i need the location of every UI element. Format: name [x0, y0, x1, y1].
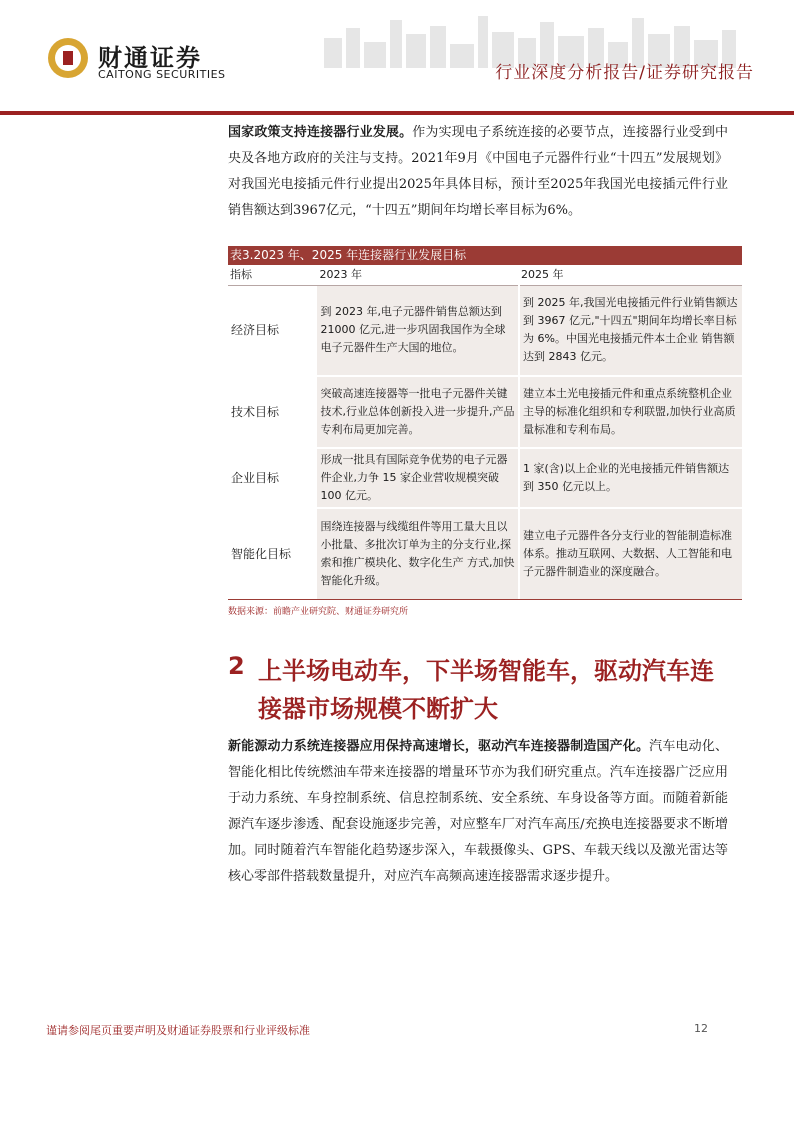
brand-name-en: CAITONG SECURITIES	[98, 68, 226, 81]
cell-2025: 到 2025 年,我国光电接插元件行业销售额达到 3967 亿元,"十四五"期间年均增长率目标为 6%。中国光电接插元件本土企业 销售额达到 2843 亿元。	[519, 286, 742, 376]
cell-2025: 建立本土光电接插元件和重点系统整机企业主导的标准化组织和专利联盟,加快行业高质量标准和专利布局。	[519, 376, 742, 448]
section-number: 2	[228, 652, 245, 680]
body-text: 汽车电动化、智能化相比传统燃油车带来连接器的增量环节亦为我们研究重点。汽车连接器广泛应用于动力系统、车身控制系统、信息控制系统、安全系统、车身设备等方面。而随着新能源汽车逐步渗透、配套设施逐步完善，对应整车厂对汽车高压/充换电连接器要求不断增加。同时随着汽车智能化趋势逐步深入，车载摄像头、GPS、车载天线以及激光雷达等核心零部件搭载数量提升，对应汽车高频高速连接器需求逐步提升。	[228, 739, 728, 884]
table-row	[228, 376, 742, 448]
report-type: 行业深度分析报告/证券研究报告	[495, 63, 754, 83]
cell-2023: 形成一批具有国际竞争优势的电子元器件企业,力争 15 家企业营收规模突破 100 亿元。	[317, 448, 519, 508]
section-title: 上半场电动车，下半场智能车，驱动汽车连接器市场规模不断扩大	[258, 657, 714, 723]
row-label: 智能化目标	[228, 508, 317, 600]
cell-2023: 突破高速连接器等一批电子元器件关键技术,行业总体创新投入进一步提升,产品专利布局更加完善。	[317, 376, 519, 448]
cell-2023: 围绕连接器与线缆组件等用工量大且以小批量、多批次订单为主的分支行业,探索和推广模块化、数字化生产 方式,加快智能化升级。	[317, 508, 519, 600]
body-paragraph	[228, 734, 728, 890]
cell-2025: 建立电子元器件各分支行业的智能制造标准体系。推动互联网、大数据、人工智能和电子元器件制造业的深度融合。	[519, 508, 742, 600]
header-divider	[0, 111, 794, 115]
table-source: 数据来源：前瞻产业研究院、财通证券研究所	[228, 607, 409, 617]
body-lead: 新能源动力系统连接器应用保持高速增长，驱动汽车连接器制造国产化。	[228, 739, 650, 754]
row-label: 经济目标	[231, 323, 280, 338]
intro-lead: 国家政策支持连接器行业发展。	[228, 125, 413, 140]
table-header: 指标	[228, 265, 317, 286]
development-goals-table	[228, 265, 742, 600]
table-header-row	[228, 265, 742, 286]
page-number: 12	[694, 1022, 708, 1035]
table-row	[228, 448, 742, 508]
row-label: 企业目标	[228, 448, 317, 508]
cell-2025: 1 家(含)以上企业的光电接插元件销售额达到 350 亿元以上。	[519, 448, 742, 508]
brand-name-cn: 财通证券	[98, 44, 202, 72]
row-label: 技术目标	[228, 376, 317, 448]
caitong-logo-icon	[46, 36, 90, 80]
table-header: 2025 年	[519, 265, 742, 286]
caitong-logo	[46, 36, 246, 86]
table-row	[228, 508, 742, 600]
intro-text: 作为实现电子系统连接的必要节点，连接器行业受到中央及各地方政府的关注与支持。2021年9月《中国电子元器件行业“十四五”发展规划》对我国光电接插元件行业提出2025年具体目标，预计至2025年我国光电接插元件行业销售额达到3967亿元，“十四五”期间年均增长率目标为6%。	[228, 125, 728, 218]
table-title: 表3.2023 年、2025 年连接器行业发展目标	[228, 246, 742, 265]
page-header	[0, 0, 794, 118]
cell-2023: 到 2023 年,电子元器件销售总额达到 21000 亿元,进一步巩固我国作为全球电子元器件生产大国的地位。	[317, 286, 519, 376]
table-bottom-rule	[228, 599, 742, 600]
table-row	[228, 286, 742, 376]
footer-disclaimer: 谨请参阅尾页重要声明及财通证券股票和行业评级标准	[46, 1024, 310, 1037]
intro-paragraph	[228, 120, 728, 224]
table-header: 2023 年	[317, 265, 519, 286]
